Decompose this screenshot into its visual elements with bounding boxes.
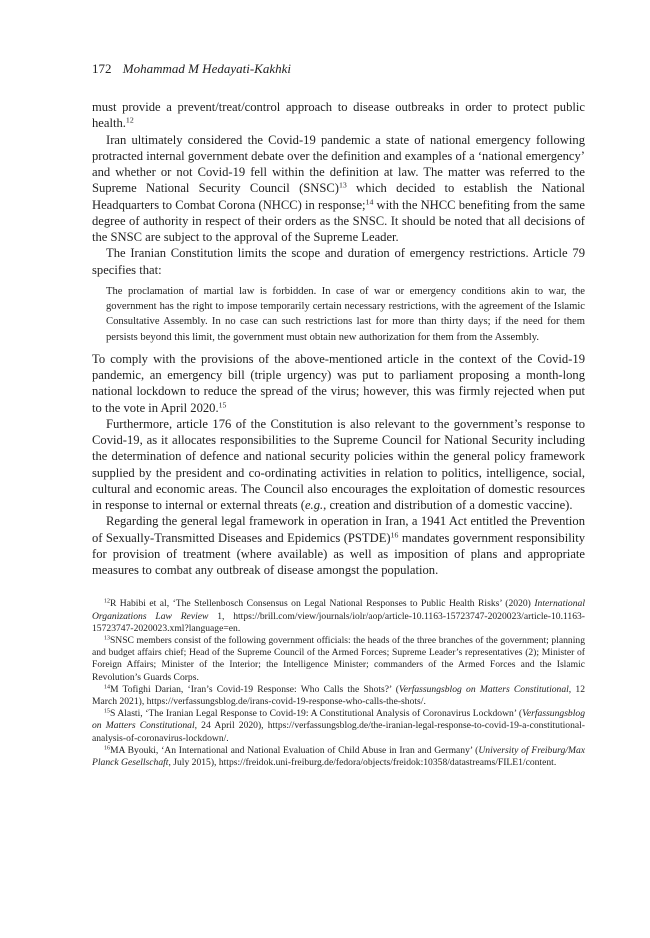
footnotes: [92, 598, 585, 769]
footnote-12: [92, 598, 585, 635]
footnote-text: 1, https://brill.com/view/journals/iolr/aop/article-10.1163-15723747-2020023/article-10.1163-15723747-2020023.xml?language=en.: [92, 610, 586, 634]
footnote-number: 12: [104, 599, 110, 606]
paragraph-text: Iran ultimately considered the Covid-19 pandemic a state of national emergency following protracted internal government debate over the definition and examples of a ‘national emergency’ and whether or not Covid-19 fell within the definition at law. The matter was referred to the Supreme National Security Council (SNSC): [92, 132, 585, 196]
paragraph-text: Regarding the general legal framework in operation in Iran, a 1941 Act entitled the Prevention of Sexually-Transmitted Diseases and Epidemics (PSTDE): [92, 514, 585, 545]
paragraph-3: The Iranian Constitution limits the scope and duration of emergency restrictions. Article 79 specifies that:: [92, 246, 585, 277]
block-quote-article-79: The proclamation of martial law is forbidden. In case of war or emergency conditions akin to war, the government has the right to impose temporarily certain necessary restrictions, with the agreement of the Islamic Consultative Assembly. In no case can such restrictions last for more than thirty days; if the need for them persists beyond this limit, the government must obtain new authorization for them from the Assembly.: [106, 285, 585, 343]
footnote-ref: 13: [338, 180, 347, 190]
paragraph-text: which decided to establish the National Headquarters to Combat Corona (NHCC) in response;: [92, 181, 585, 212]
paragraph-text: , creation and distribution of a domestic vaccine).: [323, 498, 573, 513]
footnote-text: R Habibi et al, ‘The Stellenbosch Consensus on Legal National Responses to Public Health Risks’ (2020): [109, 598, 535, 610]
paragraph-text: mandates government responsibility for provision of treatment (where available) as well as imposition of plans and appropriate measures to combat any outbreak of disease amongst the population.: [92, 530, 585, 578]
footnote-ref: 16: [390, 530, 399, 540]
footnote-italic: Verfassungsblog on Matters Constitutional: [92, 708, 585, 732]
paragraph-1: [92, 99, 585, 132]
footnote-ref: 15: [218, 400, 227, 410]
paragraph-text: To comply with the provisions of the above-mentioned article in the context of the Covid-19 pandemic, an emergency bill (triple urgency) was put to parliament proposing a month-long national lockdown to reduce the spread of the virus; however, this was firmly rejected when put to the vote in April 2020.: [92, 351, 585, 415]
footnote-13: [92, 635, 585, 684]
footnote-text: , 24 April 2020), https://verfassungsblog.de/the-iranian-legal-response-to-covid-19-a-constitutional-analysis-of-coronavirus-lockdown/.: [92, 720, 585, 744]
paragraph-text: Furthermore, article 176 of the Constitution is also relevant to the government’s response to Covid-19, as it allocates responsibilities to the Supreme Council for National Security including the determination of defence and national security policies within the general policy framework supplied by the president and co-ordinating activities in relation to politics, intelligence, social, cultural and economic areas. The Council also encourages the exploitation of domestic resources in response to internal or external threats (: [92, 416, 585, 513]
footnote-text: , July 2015), https://freidok.uni-freiburg.de/fedora/objects/freidok:10358/datastreams/FILE1/content.: [168, 757, 557, 769]
italic-text: e.g.: [304, 498, 324, 513]
paragraph-text: with the NHCC benefiting from the same degree of authority in respect of their orders as the SNSC. It should be noted that all decisions of the SNSC are subject to the approval of the Supreme Leader.: [92, 197, 585, 244]
footnote-number: 16: [104, 745, 110, 752]
paragraph-5: [92, 416, 585, 514]
footnote-italic: International Organizations Law Review: [92, 598, 585, 622]
footnote-number: 15: [104, 709, 110, 715]
footnote-number: 13: [104, 635, 110, 642]
book-page: [92, 61, 585, 769]
footnote-16: [92, 745, 585, 769]
footnote-14: [92, 684, 585, 708]
footnote-text: S Alasti, ‘The Iranian Legal Response to Covid-19: A Constitutional Analysis of Coronavirus Lockdown’ (: [109, 708, 523, 720]
paragraph-text: must provide a prevent/treat/control approach to disease outbreaks in order to protect public health.: [92, 100, 585, 131]
paragraph-4: [92, 351, 585, 416]
footnote-italic: University of Freiburg/Max Planck Gesellschaft: [92, 744, 586, 769]
footnote-ref: 14: [365, 197, 374, 207]
footnote-ref: 12: [125, 115, 134, 125]
footnote-text: SNSC members consist of the following government officials: the heads of the three branches of the government; planning and budget affairs chief; Head of the Supreme Council of the Armed Forces; Supreme Leader’s representatives (2); Minister of Foreign Affairs; Minister of the Interior; the Intelligence Minister; commanders of the Armed Forces and the Islamic Revolution’s Guards Corps.: [92, 635, 585, 683]
footnote-text: , 12 March 2021), https://verfassungsblog.de/irans-covid-19-response-who-calls-the-shots/.: [92, 683, 585, 708]
running-header: [92, 61, 585, 77]
paragraph-2: [92, 132, 585, 246]
footnote-15: [92, 708, 585, 745]
paragraph-6: [92, 513, 585, 578]
body-text: [92, 99, 585, 578]
footnote-text: M Tofighi Darian, ‘Iran’s Covid-19 Response: Who Calls the Shots?’ (: [109, 683, 399, 695]
running-header-author: Mohammad M Hedayati-Kakhki: [122, 61, 291, 76]
page-number: 172: [92, 61, 112, 76]
footnote-italic: Verfassungsblog on Matters Constitutional: [398, 683, 569, 695]
footnote-number: 14: [104, 684, 110, 691]
footnote-text: MA Byouki, ‘An International and National Evaluation of Child Abuse in Iran and Germany’ (: [109, 744, 479, 756]
